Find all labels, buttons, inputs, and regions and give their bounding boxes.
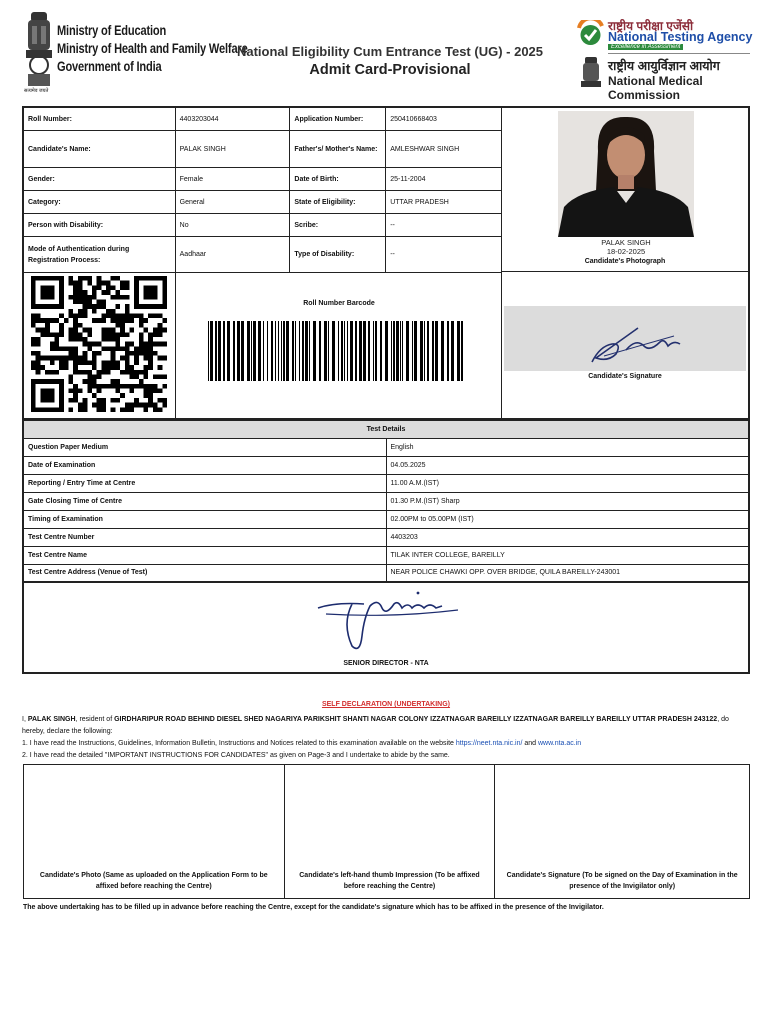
test-row-label: Test Centre Number [23,528,386,546]
candidate-photo-box: Candidate's Photo (Same as uploaded on the Application Form to be affixed before reaching the Centre) [24,765,285,899]
nmc-emblem-icon [580,56,602,92]
parent-name-label: Father's/ Mother's Name: [290,131,386,168]
photo-name: PALAK SINGH [601,238,651,247]
nmc-hindi-name: राष्ट्रीय आयुर्विज्ञान आयोग [608,59,720,73]
candidate-name-label: Candidate's Name: [24,131,176,168]
photo-caption: Candidate's Photograph [584,258,666,265]
nta-hindi-name: राष्ट्रीय परीक्षा एजेंसी [608,19,694,33]
test-row-value: English [386,438,749,456]
test-row [23,474,749,492]
test-row-label: Test Centre Name [23,546,386,564]
nta-name: National Testing Agency [608,30,753,44]
photo-date: 18-02-2025 [606,247,646,256]
ministry-line-2: Ministry of Health and Family Welfare [57,41,248,56]
signature-caption: Candidate's Signature [588,373,662,380]
disability-type-value: -- [386,237,502,273]
test-row [23,564,749,582]
undertaking-boxes [23,764,750,899]
test-row-value: 01.30 P.M.(IST) Sharp [386,492,749,510]
roll-number-value: 4403203044 [175,108,290,131]
ministry-line-1: Ministry of Education [57,23,167,38]
barcode-label: Roll Number Barcode [303,300,375,307]
declarant-name: PALAK SINGH [27,716,76,723]
test-row-value: 11.00 A.M.(IST) [386,474,749,492]
test-rows [23,438,749,582]
state-value: UTTAR PRADESH [386,191,502,214]
application-number-value: 250410668403 [386,108,502,131]
declarant-address: GIRDHARIPUR ROAD BEHIND DIESEL SHED NAGARIYA PARIKSHIT SHANTI NAGAR COLONY IZZATNAGAR BAREILLY IZZATNAGAR BAREILLY BAREILLY UTTAR PRADESH 243122 [114,716,718,723]
test-row [23,492,749,510]
neet-website-link[interactable]: https://neet.nta.nic.in/ [455,740,523,747]
dob-value: 25-11-2004 [386,168,502,191]
candidate-details-table [23,107,502,273]
intro-suffix: , do hereby, declare the following: [22,716,729,735]
application-number-label: Application Number: [290,108,386,131]
scribe-label: Scribe: [290,214,386,237]
test-row-label: Date of Examination [23,456,386,474]
director-title: SENIOR DIRECTOR - NTA [343,660,429,667]
auth-mode-value: Aadhaar [175,237,290,273]
scribe-value: -- [386,214,502,237]
candidate-signature-box: Candidate's Signature (To be signed on the Day of Examination in the presence of the Invigilator only) [495,765,750,899]
roll-number-barcode [208,321,466,381]
test-row [23,510,749,528]
category-value: General [175,191,290,214]
candidate-signature-image [504,306,746,371]
candidate-name-value: PALAK SINGH [175,131,290,168]
gender-label: Gender: [24,168,176,191]
qr-code [28,276,170,412]
test-row-label: Test Centre Address (Venue of Test) [23,564,386,582]
pwd-label: Person with Disability: [24,214,176,237]
declaration-text [22,714,748,762]
pwd-value: No [175,214,290,237]
nta-tagline: Excellence in Assessment [608,44,683,50]
dob-label: Date of Birth: [290,168,386,191]
test-row-label: Gate Closing Time of Centre [23,492,386,510]
nmc-name: National Medical Commission [608,74,703,102]
test-row [23,456,749,474]
footer-note: The above undertaking has to be filled up in advance before reaching the Centre, except for the candidate's signature which has to be affixed in the presence of the Invigilator. [23,904,604,911]
category-label: Category: [24,191,176,214]
card-title: Admit Card-Provisional [309,62,471,78]
auth-mode-label: Mode of Authentication during Registration Process: [24,237,176,273]
declaration-point-2: 2. I have read the detailed "IMPORTANT INSTRUCTIONS FOR CANDIDATES" as given on Page-3 and I undertake to abide by the same. [22,752,450,759]
thumb-impression-box: Candidate's left-hand thumb Impression (To be affixed before reaching the Centre) [284,765,495,899]
ministry-line-3: Government of India [57,59,162,74]
state-label: State of Eligibility: [290,191,386,214]
test-row [23,546,749,564]
director-signature-image [312,588,462,656]
national-emblem-icon [24,10,54,94]
candidate-photo [558,111,694,237]
nta-logo-icon [577,20,604,47]
test-row-label: Reporting / Entry Time at Centre [23,474,386,492]
point1-and: and [522,740,538,747]
test-row-label: Question Paper Medium [23,438,386,456]
test-row-value: NEAR POLICE CHAWKI OPP. OVER BRIDGE, QUILA BAREILLY-243001 [386,564,749,582]
test-row-value: 4403203 [386,528,749,546]
nmc-separator [608,53,750,54]
disability-type-label: Type of Disability: [290,237,386,273]
parent-name-value: AMLESHWAR SINGH [386,131,502,168]
declaration-title: SELF DECLARATION (UNDERTAKING) [321,701,451,708]
test-row-value: 02.00PM to 05.00PM (IST) [386,510,749,528]
test-row [23,438,749,456]
exam-title: National Eligibility Cum Entrance Test (UG) - 2025 [236,44,544,59]
declaration-point-1 [22,738,748,750]
point1-text: 1. I have read the Instructions, Guidelines, Information Bulletin, Instructions and Notices related to this examination available on the website [22,740,456,747]
test-row [23,528,749,546]
roll-number-label: Roll Number: [24,108,176,131]
intro-resident: , resident of [75,716,115,723]
intro-prefix: I, [22,716,28,723]
gender-value: Female [175,168,290,191]
test-details-table [22,419,750,583]
emblem-motto: सत्यमेव जयते [24,88,49,94]
test-row-value: 04.05.2025 [386,456,749,474]
declaration-intro [22,714,748,738]
document-title [200,44,580,78]
test-details-title: Test Details [23,420,749,438]
nta-website-link[interactable]: www.nta.ac.in [537,740,582,747]
test-row-label: Timing of Examination [23,510,386,528]
test-row-value: TILAK INTER COLLEGE, BAREILLY [386,546,749,564]
